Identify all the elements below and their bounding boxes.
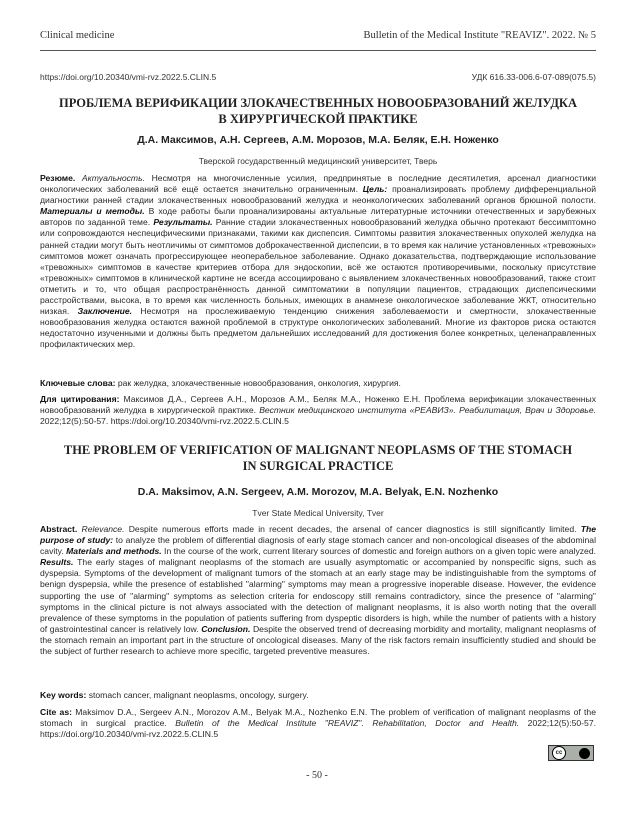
en-keywords-label: Key words: <box>40 690 87 700</box>
doi-link[interactable]: https://doi.org/10.20340/vmi-rvz.2022.5.CLIN.5 <box>40 72 217 82</box>
header-rule <box>40 50 596 51</box>
page-number: - 50 - <box>306 770 328 781</box>
en-title-line1: THE PROBLEM OF VERIFICATION OF MALIGNANT NEOPLASMS OF THE STOMACH <box>63 443 573 457</box>
ru-conclusion-text: Несмотря на прослеживаемую тенденцию снижения заболеваемости и смертности, злокачественные новообразования желудка остаются важной проблемой в структуре онкологических заболеваний. Многие из факторов риска остаются недостаточно изученными и должны быть предметом дальнейших исследований для достижения более конкретных, целенаправленных профилактических мер. <box>40 306 596 350</box>
ru-results-label: Результаты. <box>153 217 213 228</box>
ru-title-line1: ПРОБЛЕМА ВЕРИФИКАЦИИ ЗЛОКАЧЕСТВЕННЫХ НОВООБРАЗОВАНИЙ ЖЕЛУДКА <box>58 96 578 110</box>
ru-abstract-label: Резюме. <box>40 173 76 183</box>
running-header-journal: Bulletin of the Medical Institute "REAVIZ". 2022. № 5 <box>363 30 596 41</box>
ru-keywords-label: Ключевые слова: <box>40 378 116 388</box>
en-abstract <box>40 524 596 657</box>
ru-methods-text: В ходе работы были проанализированы актуальные литературные источники отечественных и зарубежных авторов по заданной теме. <box>40 206 596 228</box>
en-conclusion-label: Conclusion. <box>201 623 251 634</box>
en-aim-label: The purpose of study: <box>40 524 596 546</box>
cc-license-badge[interactable] <box>548 745 594 761</box>
en-keywords <box>40 690 596 701</box>
ru-citation <box>40 394 596 427</box>
en-methods-label: Materials and methods. <box>66 546 162 557</box>
en-citation-label: Cite as: <box>40 707 72 717</box>
en-results-text: The early stages of malignant neoplasms of the stomach are usually asymptomatic or accompanied by nonspecific signs, such as dyspepsia. Symptoms of the development of malignant tumors of the stomach at an early stage may be indistinguishable from the symptoms of benign dyspepsia, while the presence of established "alarming" symptoms may mean a progressive inoperable disease. However, the evidence supporting the use of "alarming" symptoms as selection criteria for endoscopy still remains contradictory, since the presence of "alarming" symptoms in the clinical picture is not always associated with the detection of malignant neoplasms, it is also worth noting that the overall prevalence of these symptoms in the population of patients suffering from dyspeptic disorders is high, while the number of patients with a history of gastrointestinal cancer is relatively low. <box>40 557 596 634</box>
ru-title <box>40 95 596 127</box>
ru-aim-label: Цель: <box>362 184 388 195</box>
ru-relevance-text: Несмотря на многочисленные усилия, предпринятые в последние десятилетия, арсенал диагностики онкологических заболеваний всё ещё остается значительно ограниченным. <box>40 173 596 195</box>
ru-citation-label: Для цитирования: <box>40 394 120 404</box>
en-abstract-label: Abstract. <box>40 524 78 534</box>
ru-keywords <box>40 378 596 389</box>
ru-authors: Д.А. Максимов, А.Н. Сергеев, А.М. Морозов, М.А. Беляк, Е.Н. Ноженко <box>137 134 499 146</box>
ru-citation-tail: 2022;12(5):50-57. https://doi.org/10.20340/vmi-rvz.2022.5.CLIN.5 <box>40 416 289 427</box>
en-title <box>40 442 596 474</box>
ru-keywords-text: рак желудка, злокачественные новообразования, онкология, хирургия. <box>115 378 401 388</box>
cc-by-icon <box>579 748 590 759</box>
en-results-label: Results. <box>40 557 74 568</box>
ru-aim-text: проанализировать проблему дифференциальной диагностики ранней стадии злокачественных новообразований желудка и неонкологических заболеваний органов брюшной полости. <box>40 184 596 206</box>
ru-affiliation: Тверской государственный медицинский университет, Тверь <box>198 156 438 166</box>
ru-methods-label: Материалы и методы. <box>40 206 145 217</box>
en-relevance-text: Despite numerous efforts made in recent decades, the arsenal of cancer diagnostics is still significantly limited. <box>124 524 581 534</box>
ru-title-line2: В ХИРУРГИЧЕСКОЙ ПРАКТИКЕ <box>218 112 418 126</box>
en-citation-journal: Bulletin of the Medical Institute "REAVIZ". Rehabilitation, Doctor and Health. <box>175 718 520 729</box>
ru-abstract <box>40 173 596 351</box>
ru-results-text: Ранние стадии злокачественных новообразований желудка обычно протекают бессимптомно или сопровождаются неспецифическими признаками, такими как диспепсия. Симптомы развития злокачественных опухолей желудка на ранней стадии могут быть неотличимы от симптомов доброкачественной диспепсии, в то время как наличие установленных «тревожных» симптомов может означать прогрессирующее неоперабельное заболевание. Однако доказательства, подтверждающие использование «тревожных» симптомов в качестве критериев отбора для эндоскопии, всё же остаются противоречивыми, поскольку присутствие «тревожных» симптомов в клинической картине не всегда ассоциировано с выявлением злокачественных новообразований, также стоит отметить и то, что общая распространённость данной симптоматики в популяции пациентов, страдающих диспепсическими расстройствами, высока, в то время как численность больных, имеющих в анамнезе онкологическое заболевание ЖКТ, относительно низкая. <box>40 217 596 317</box>
ru-citation-journal: Вестник медицинского института «РЕАВИЗ». Реабилитация, Врач и Здоровье. <box>259 405 596 416</box>
en-relevance-label: Relevance. <box>81 524 125 534</box>
en-aim-text: to analyze the problem of differential diagnosis of early stage stomach cancer and non-oncological diseases of the abdominal cavity. <box>40 535 596 557</box>
en-title-line2: IN SURGICAL PRACTICE <box>242 459 394 473</box>
en-citation <box>40 707 596 740</box>
en-citation-tail: 2022;12(5):50-57. https://doi.org/10.20340/vmi-rvz.2022.5.CLIN.5 <box>40 718 596 740</box>
en-authors: D.A. Maksimov, A.N. Sergeev, A.M. Morozov, M.A. Belyak, E.N. Nozhenko <box>137 486 499 498</box>
running-header-section: Clinical medicine <box>40 30 115 41</box>
en-keywords-text: stomach cancer, malignant neoplasms, oncology, surgery. <box>86 690 309 700</box>
ru-relevance-label: Актуальность. <box>81 173 145 183</box>
en-affiliation: Tver State Medical University, Tver <box>252 508 384 518</box>
en-citation-text: Maksimov D.A., Sergeev A.N., Morozov A.M., Belyak M.A., Nozhenko E.N. The problem of verification of malignant neoplasms of the stomach in surgical practice. <box>40 707 596 729</box>
cc-icon: cc <box>552 746 566 760</box>
en-methods-text: In the course of the work, current literary sources of domestic and foreign authors on a given topic were analyzed. <box>161 546 597 557</box>
udc-code: УДК 616.33-006.6-07-089(075.5) <box>471 72 596 82</box>
ru-conclusion-label: Заключение. <box>77 306 133 317</box>
ru-citation-text: Максимов Д.А., Сергеев А.Н., Морозов А.М., Беляк М.А., Ноженко Е.Н. Проблема верификации злокачественных новообразований желудка в хирургической практике. <box>40 394 596 416</box>
en-conclusion-text: Despite the observed trend of decreasing morbidity and mortality, malignant neoplasms of the stomach remain an important part in the structure of oncological diseases. Many of the risk factors remain insufficiently studied and should be the subject of further research to achieve more specific, targeted preventive measures. <box>40 623 597 657</box>
